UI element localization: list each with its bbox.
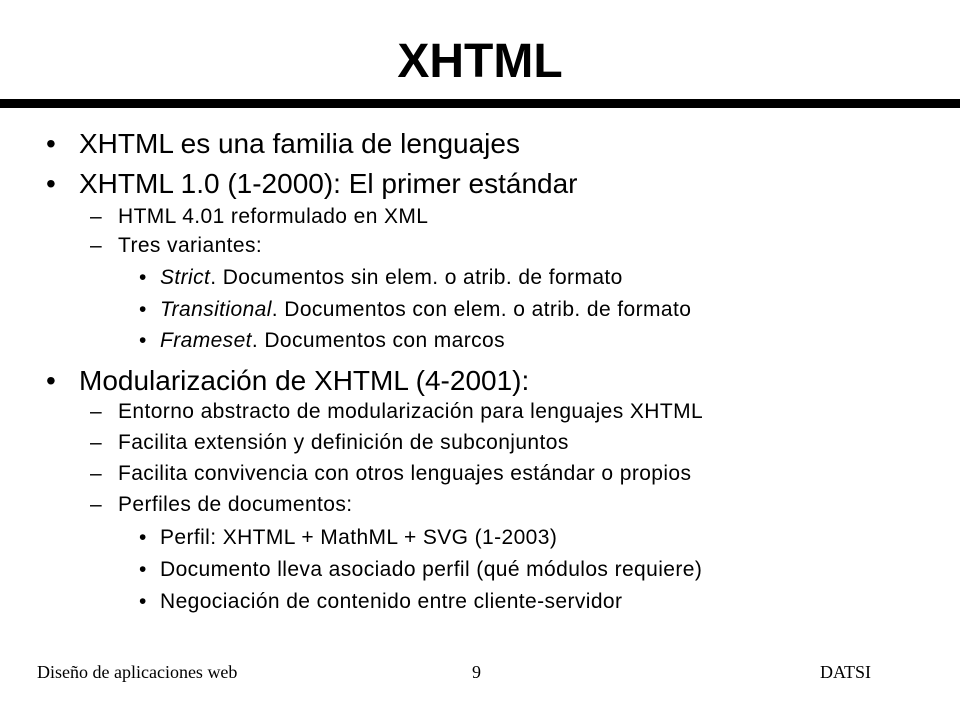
profile-text: Negociación de contenido entre cliente-servidor (160, 590, 623, 613)
sub-bullet-item (90, 491, 353, 519)
variant-name: Transitional (160, 298, 272, 321)
sub-sub-bullet-item (139, 556, 703, 584)
variant-description: . Documentos con elem. o atrib. de formato (271, 298, 692, 321)
sub-bullet-text: Entorno abstracto de modularización para lenguajes XHTML (118, 400, 704, 423)
sub-bullet-text: HTML 4.01 reformulado en XML (118, 205, 429, 228)
dash-marker: – (90, 431, 103, 454)
variant-description: . Documentos con marcos (251, 329, 506, 352)
slide-title: XHTML (397, 35, 563, 88)
dash-marker: – (90, 462, 103, 485)
sub-sub-bullet-item (139, 264, 623, 292)
footer-page-number: 9 (472, 662, 481, 682)
variant-name: Strict (160, 266, 211, 289)
sub-sub-bullet-item (139, 524, 558, 552)
title-underline (0, 99, 960, 108)
sub-bullet-item (90, 398, 704, 426)
sub-bullet-item (90, 460, 692, 488)
bullet-marker: • (139, 590, 147, 613)
footer-department: DATSI (820, 662, 872, 682)
sub-sub-bullet-item (139, 588, 623, 616)
bullet-text: XHTML es una familia de lenguajes (79, 128, 520, 159)
profile-text: Documento lleva asociado perfil (qué módulos requiere) (160, 558, 703, 581)
dash-marker: – (90, 234, 103, 257)
sub-bullet-text: Facilita convivencia con otros lenguajes estándar o propios (118, 462, 692, 485)
dash-marker: – (90, 400, 103, 423)
footer-course: Diseño de aplicaciones web (37, 662, 238, 682)
profile-text: Perfil: XHTML + MathML + SVG (1-2003) (160, 526, 558, 549)
sub-sub-bullet-item (139, 296, 692, 324)
bullet-item (46, 127, 520, 161)
bullet-marker: • (139, 526, 147, 549)
bullet-item (46, 167, 578, 201)
sub-bullet-item (90, 203, 429, 231)
sub-bullet-text: Facilita extensión y definición de subconjuntos (118, 431, 569, 454)
bullet-text: XHTML 1.0 (1-2000): El primer estándar (79, 168, 578, 199)
dash-marker: – (90, 205, 103, 228)
bullet-marker: • (46, 128, 56, 159)
sub-bullet-item (90, 232, 263, 260)
bullet-text: Modularización de XHTML (4-2001): (79, 365, 530, 396)
bullet-marker: • (46, 168, 56, 199)
bullet-item (46, 364, 530, 398)
sub-sub-bullet-item (139, 327, 506, 355)
variant-name: Frameset (160, 329, 252, 352)
bullet-marker: • (139, 266, 147, 289)
variant-description: . Documentos sin elem. o atrib. de formato (210, 266, 623, 289)
sub-bullet-text: Tres variantes: (118, 234, 263, 257)
bullet-marker: • (139, 329, 147, 352)
bullet-marker: • (46, 365, 56, 396)
dash-marker: – (90, 493, 103, 516)
sub-bullet-text: Perfiles de documentos: (118, 493, 353, 516)
sub-bullet-item (90, 429, 569, 457)
bullet-marker: • (139, 558, 147, 581)
bullet-marker: • (139, 298, 147, 321)
